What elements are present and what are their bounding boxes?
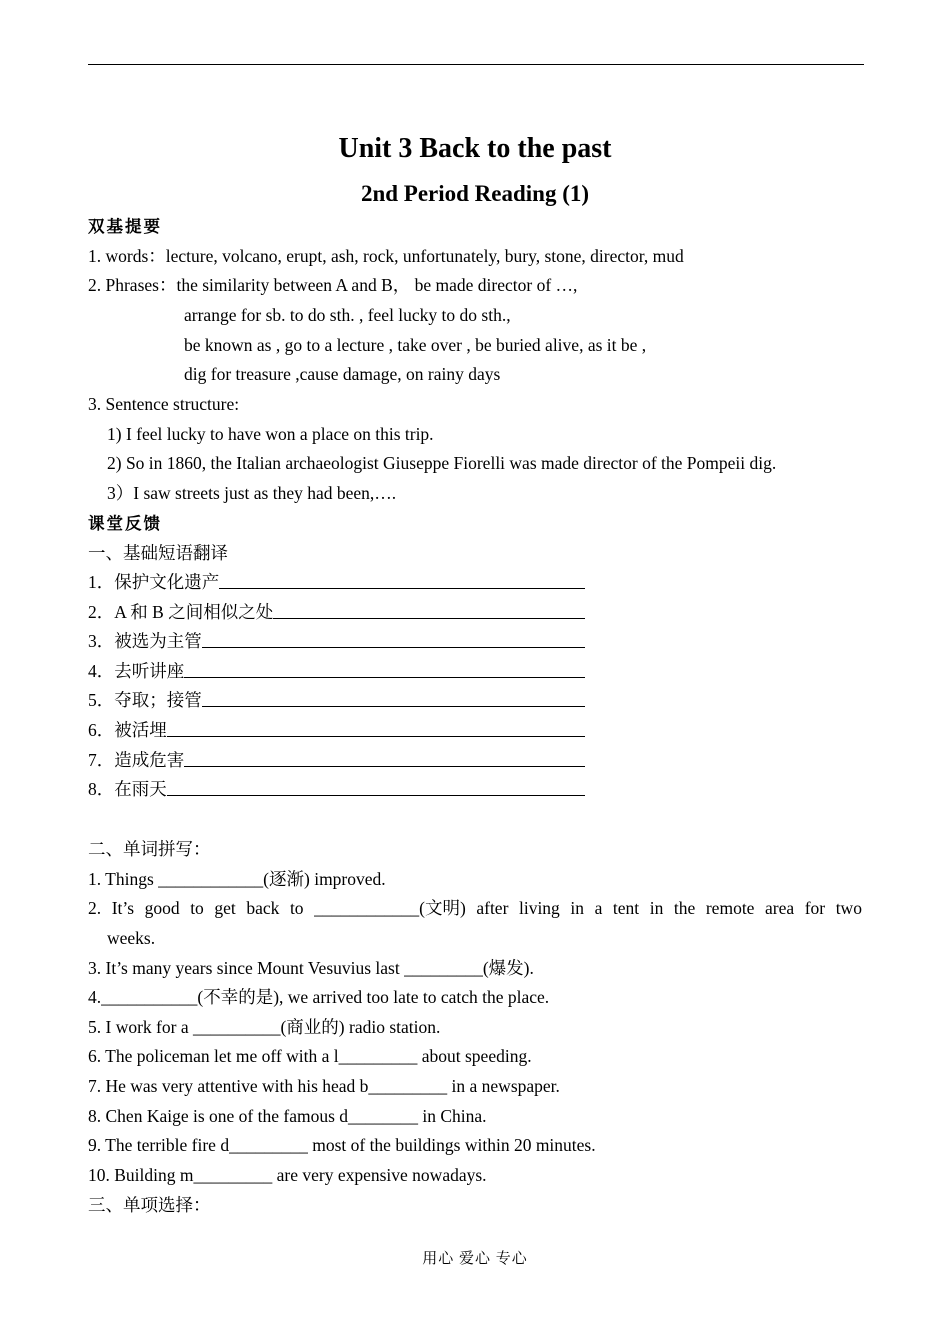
part2-heading: 二、单词拼写：	[88, 839, 211, 859]
spelling-item: 2. It’s good to get back to ____________(文明) after living in a tent in the remote area for two	[88, 898, 862, 918]
translation-item: 1．保护文化遗产	[88, 571, 585, 593]
translation-item: 3．被选为主管	[88, 630, 585, 652]
answer-blank[interactable]	[202, 689, 585, 707]
part1-heading: 一、基础短语翻译	[88, 543, 228, 563]
spelling-item: weeks.	[107, 928, 156, 948]
spelling-item: 5. I work for a __________(商业的) radio station.	[88, 1017, 441, 1037]
answer-blank[interactable]	[167, 778, 585, 796]
spelling-item: 9. The terrible fire d_________ most of the buildings within 20 minutes.	[88, 1135, 596, 1155]
sentence-line: 2) So in 1860, the Italian archaeologist Giuseppe Fiorelli was made director of the Pompeii dig.	[107, 453, 777, 473]
page-footer: 用心 爱心 专心	[422, 1251, 528, 1267]
spelling-item: 4.___________(不幸的是), we arrived too late to catch the place.	[88, 987, 550, 1007]
translation-item: 6．被活埋	[88, 719, 585, 741]
translation-item: 5．夺取；接管	[88, 689, 585, 711]
spelling-item: 10. Building m_________ are very expensive nowadays.	[88, 1165, 487, 1185]
sentence-line: 1) I feel lucky to have won a place on this trip.	[107, 424, 434, 444]
page-subtitle: 2nd Period Reading (1)	[360, 181, 590, 206]
translation-item: 4．去听讲座	[88, 660, 585, 682]
phrases-line: be known as , go to a lecture , take over , be buried alive, as it be ,	[184, 335, 647, 355]
answer-blank[interactable]	[184, 660, 585, 678]
answer-blank[interactable]	[219, 571, 585, 589]
section-basics-heading: 双基提要	[88, 217, 162, 236]
sentence-line: 3）I saw streets just as they had been,….	[107, 483, 397, 503]
phrases-line: 2. Phrases：the similarity between A and B， be made director of …,	[88, 275, 578, 295]
spelling-item: 7. He was very attentive with his head b_________ in a newspaper.	[88, 1076, 560, 1096]
translation-item: 2．A 和 B 之间相似之处	[88, 601, 585, 623]
answer-blank[interactable]	[184, 749, 585, 767]
answer-blank[interactable]	[167, 719, 585, 737]
spelling-item: 1. Things ____________(逐渐) improved.	[88, 869, 386, 889]
phrases-line: dig for treasure ,cause damage, on rainy days	[184, 364, 501, 384]
spelling-item: 6. The policeman let me off with a l_________ about speeding.	[88, 1046, 532, 1066]
translation-item: 8．在雨天	[88, 778, 585, 800]
section-feedback-heading: 课堂反馈	[88, 514, 162, 533]
phrases-line: arrange for sb. to do sth. , feel lucky to do sth.,	[184, 305, 511, 325]
words-line: 1. words：lecture, volcano, erupt, ash, rock, unfortunately, bury, stone, director, mud	[88, 246, 684, 266]
spelling-item: 8. Chen Kaige is one of the famous d________ in China.	[88, 1106, 487, 1126]
structure-heading: 3. Sentence structure:	[88, 394, 240, 414]
spelling-item: 3. It’s many years since Mount Vesuvius last _________(爆发).	[88, 958, 534, 978]
page-title: Unit 3 Back to the past	[338, 133, 612, 164]
part3-heading: 三、单项选择：	[88, 1195, 211, 1215]
header-rule	[88, 64, 864, 65]
translation-item: 7．造成危害	[88, 749, 585, 771]
answer-blank[interactable]	[273, 601, 585, 619]
answer-blank[interactable]	[202, 630, 585, 648]
